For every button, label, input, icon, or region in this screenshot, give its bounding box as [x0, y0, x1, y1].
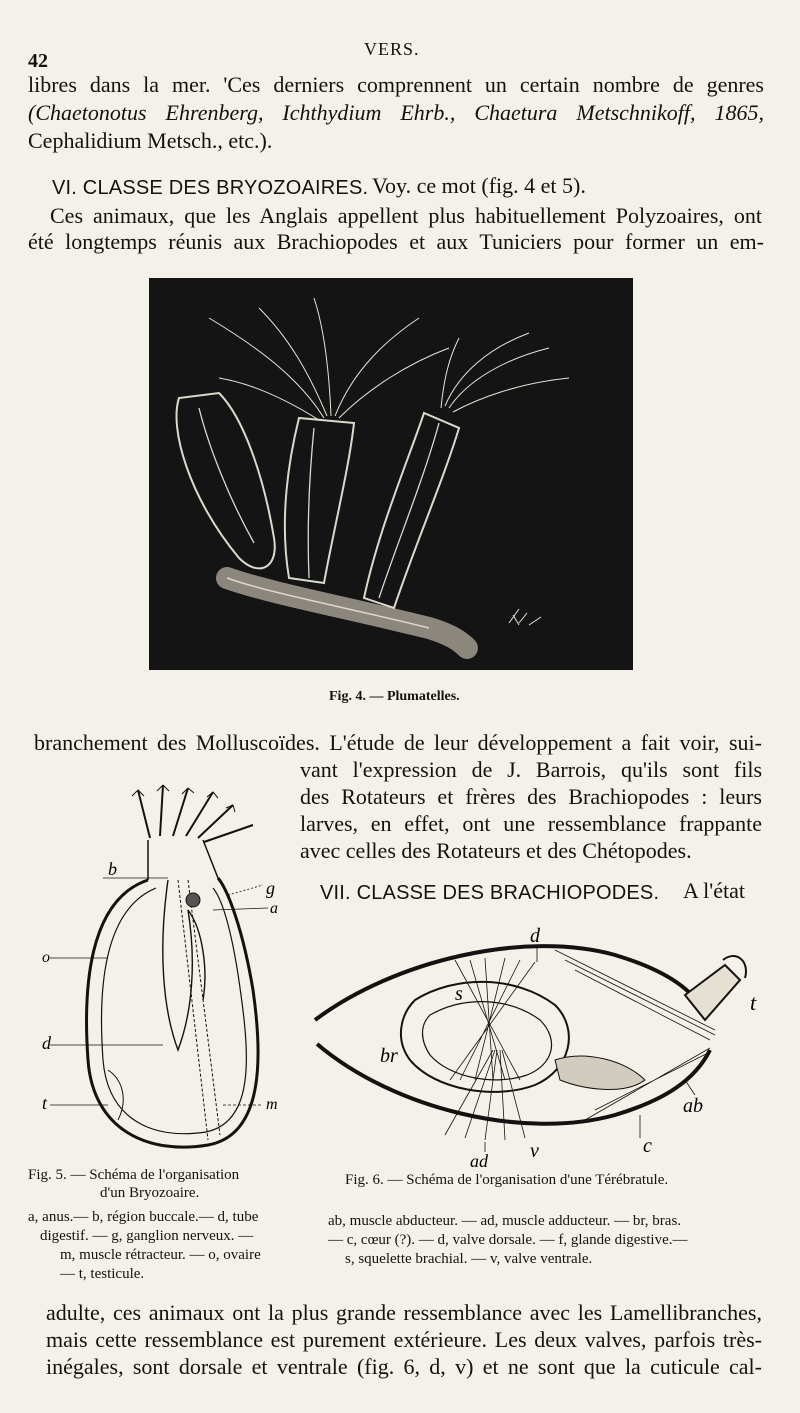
fig6-label-d: d: [530, 925, 540, 947]
plumatelles-illustration: [149, 278, 633, 670]
intro-line-2: (Chaetonotus Ehrenberg, Ichthydium Ehrb., Chaetura Metschnikoff, 1865,: [28, 100, 764, 125]
section-6-right-line-3: larves, en effet, ont une ressemblance frappante: [300, 811, 762, 836]
page-number: 42: [28, 50, 48, 72]
figure-6-diagram: [305, 920, 775, 1170]
fig5-label-m: m: [266, 1096, 278, 1113]
fig5-label-b: b: [108, 859, 117, 879]
running-head: VERS.: [364, 39, 420, 59]
section-6-line-1: Ces animaux, que les Anglais appellent plus habituellement Polyzoaires, ont: [50, 203, 762, 228]
fig5-label-t: t: [42, 1093, 48, 1113]
fig6-label-c: c: [643, 1135, 652, 1157]
fig5-label-d: d: [42, 1033, 51, 1053]
fig5-label-o: o: [42, 949, 50, 966]
figure-4-caption: Fig. 4. — Plumatelles.: [329, 689, 460, 704]
section-6-right-line-4: avec celles des Rotateurs et des Chétopodes.: [300, 838, 692, 863]
closing-line-3: inégales, sont dorsale et ventrale (fig. 6, d, v) et ne sont que la cuticule cal-: [46, 1354, 762, 1379]
fig6-label-s: s: [455, 983, 463, 1005]
intro-line-1: libres dans la mer. 'Ces derniers comprennent un certain nombre de genres: [28, 72, 764, 97]
figure-6-legend-line-1: ab, muscle abducteur. — ad, muscle adducteur. — br, bras.: [328, 1213, 682, 1229]
figure-6-legend-line-3: s, squelette brachial. — v, valve ventrale.: [345, 1251, 593, 1267]
terebratule-schematic: [305, 920, 775, 1170]
section-6-line-3: branchement des Molluscoïdes. L'étude de leur développement a fait voir, sui-: [34, 730, 762, 755]
closing-line-1: adulte, ces animaux ont la plus grande ressemblance avec les Lamellibranches,: [46, 1300, 762, 1325]
closing-line-2: mais cette ressemblance est purement extérieure. Les deux valves, parfois très-: [46, 1327, 762, 1352]
figure-5-caption-line-2: d'un Bryozoaire.: [100, 1185, 200, 1201]
fig5-label-a: a: [270, 900, 278, 917]
fig5-label-g: g: [266, 878, 275, 898]
bryozoaire-schematic: [28, 770, 293, 1160]
section-6-heading: VI. CLASSE DES BRYOZOAIRES.: [52, 177, 369, 199]
figure-5-legend-line-1: a, anus.— b, région buccale.— d, tube: [28, 1209, 259, 1225]
section-6-reference: Voy. ce mot (fig. 4 et 5).: [372, 173, 586, 198]
section-6-right-line-2: des Rotateurs et frères des Brachiopodes : leurs: [300, 784, 762, 809]
figure-5-caption-line-1: Fig. 5. — Schéma de l'organisation: [28, 1167, 240, 1183]
fig6-label-t: t: [750, 990, 757, 1015]
figure-5-legend-line-3: m, muscle rétracteur. — o, ovaire: [60, 1247, 261, 1263]
figure-5-legend-line-4: — t, testicule.: [60, 1266, 145, 1282]
figure-5-legend-line-2: digestif. — g, ganglion nerveux. —: [40, 1228, 254, 1244]
figure-5-diagram: [28, 770, 293, 1160]
figure-6-caption: Fig. 6. — Schéma de l'organisation d'une Térébratule.: [345, 1172, 669, 1188]
fig6-label-ad: ad: [470, 1151, 488, 1170]
figure-4-plate: [149, 278, 633, 670]
section-6-line-2: été longtemps réunis aux Brachiopodes et aux Tuniciers pour former un em-: [28, 229, 764, 254]
section-7-heading: VII. CLASSE DES BRACHIOPODES.: [320, 882, 660, 904]
fig6-label-br: br: [380, 1045, 398, 1067]
fig6-label-ab: ab: [683, 1095, 703, 1117]
figure-6-legend-line-2: — c, cœur (?). — d, valve dorsale. — f, glande digestive.—: [328, 1232, 688, 1248]
section-6-right-line-1: vant l'expression de J. Barrois, qu'ils sont fils: [300, 757, 762, 782]
section-7-lead: A l'état: [683, 878, 746, 903]
fig6-label-v: v: [530, 1140, 539, 1162]
intro-line-3: Cephalidium Metsch., etc.).: [28, 128, 273, 153]
